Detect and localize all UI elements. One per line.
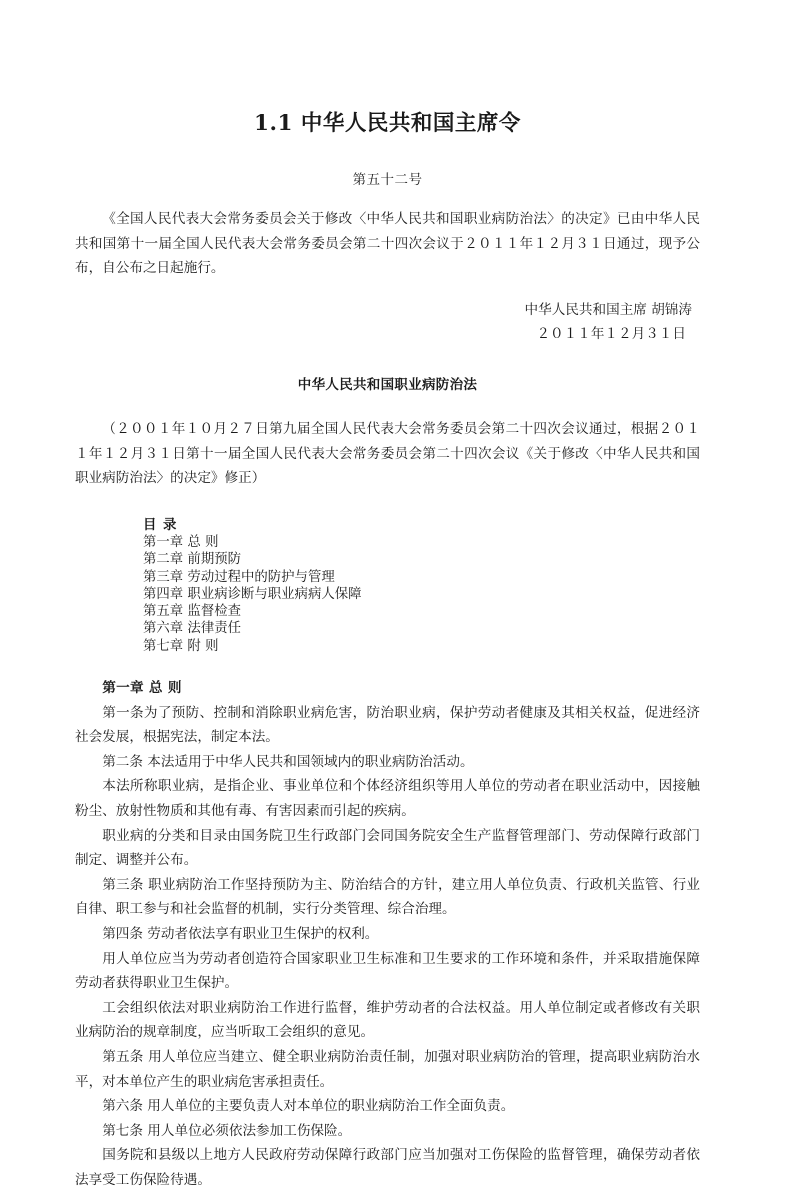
chapter-one-body	[75, 701, 700, 1193]
article-6: 第六条 用人单位的主要负责人对本单位的职业病防治工作全面负责。	[102, 1098, 515, 1115]
article-7: 第七条 用人单位必须依法参加工伤保险。	[102, 1122, 352, 1139]
toc-item-chapter-4[interactable]: 第四章 职业病诊断与职业病病人保障	[143, 586, 362, 602]
document-content	[75, 0, 700, 1193]
signature-signer: 中华人民共和国主席 胡锦涛	[524, 301, 692, 318]
toc-item-chapter-2[interactable]: 第二章 前期预防	[143, 552, 241, 568]
toc-heading: 目 录	[143, 516, 178, 533]
chapter-one-heading: 第一章 总 则	[102, 680, 182, 697]
article-1: 第一条为了预防、控制和消除职业病危害，防治职业病，保护劳动者健康及其相关权益，促进经济社会发展，根据宪法，制定本法。	[75, 704, 700, 746]
article-3: 第三条 职业病防治工作坚持预防为主、防治结合的方针，建立用人单位负责、行政机关监管、行业自律、职工参与和社会监督的机制，实行分类管理、综合治理。	[75, 876, 700, 918]
page-title: 1.1 中华人民共和国主席令	[254, 111, 521, 136]
toc-item-chapter-1[interactable]: 第一章 总 则	[143, 534, 219, 550]
article-4-clause-2: 用人单位应当为劳动者创造符合国家职业卫生标准和卫生要求的工作环境和条件，并采取措施保障劳动者获得职业卫生保护。	[75, 950, 700, 992]
toc-item-chapter-5[interactable]: 第五章 监督检查	[143, 604, 241, 620]
toc-item-chapter-6[interactable]: 第六章 法律责任	[143, 621, 241, 637]
decree-paragraph: 《全国人民代表大会常务委员会关于修改〈中华人民共和国职业病防治法〉的决定》已由中华人民共和国第十一届全国人民代表大会常务委员会第二十四次会议于２０１１年１２月３１日通过，现予公布，自公布之日起施行。	[75, 210, 700, 277]
preamble-paragraph: （２００１年１０月２７日第九届全国人民代表大会常务委员会第二十四次会议通过，根据２０１１年１２月３１日第十一届全国人民代表大会常务委员会第二十四次会议《关于修改〈中华人民共和国职业病防治法〉的决定》修正）	[75, 420, 700, 487]
decree-order-number: 第五十二号	[352, 171, 423, 188]
article-4-clause-3: 工会组织依法对职业病防治工作进行监督，维护劳动者的合法权益。用人单位制定或者修改有关职业病防治的规章制度，应当听取工会组织的意见。	[75, 999, 700, 1041]
article-5: 第五条 用人单位应当建立、健全职业病防治责任制，加强对职业病防治的管理，提高职业病防治水平，对本单位产生的职业病危害承担责任。	[75, 1048, 700, 1090]
signature-block	[75, 281, 700, 347]
decree-body	[75, 188, 700, 281]
article-2-clause-2: 本法所称职业病，是指企业、事业单位和个体经济组织等用人单位的劳动者在职业活动中，因接触粉尘、放射性物质和其他有毒、有害因素而引起的疾病。	[75, 778, 700, 820]
signature-date: ２０１１年１２月３１日	[536, 326, 686, 343]
law-preamble	[75, 393, 700, 491]
article-2: 第二条 本法适用于中华人民共和国领域内的职业病防治活动。	[102, 753, 474, 770]
article-4: 第四条 劳动者依法享有职业卫生保护的权利。	[102, 926, 379, 942]
toc-item-chapter-7[interactable]: 第七章 附 则	[143, 638, 219, 654]
article-7-clause-2: 国务院和县级以上地方人民政府劳动保障行政部门应当加强对工伤保险的监督管理，确保劳动者依法享受工伤保险待遇。	[75, 1147, 700, 1188]
article-2-clause-3: 职业病的分类和目录由国务院卫生行政部门会同国务院安全生产监督管理部门、劳动保障行政部门制定、调整并公布。	[75, 827, 700, 869]
table-of-contents	[75, 491, 700, 655]
toc-item-chapter-3[interactable]: 第三章 劳动过程中的防护与管理	[143, 569, 335, 585]
law-title: 中华人民共和国职业病防治法	[297, 376, 478, 393]
